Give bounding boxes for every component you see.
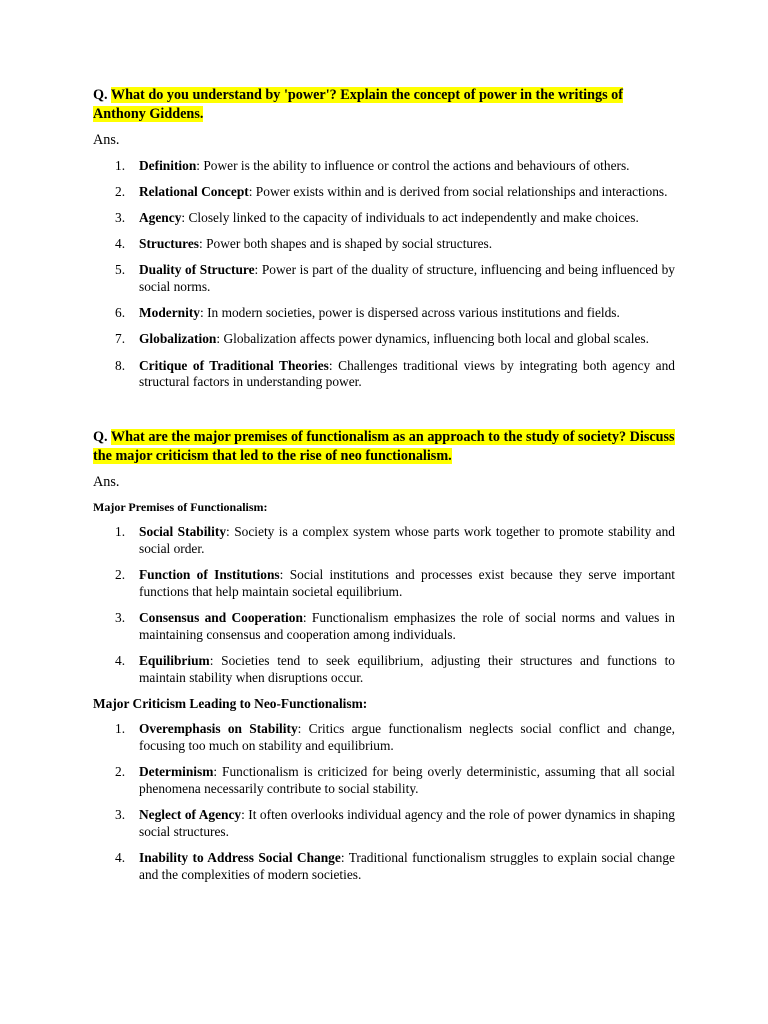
item-term: Structures (139, 236, 200, 252)
question-text: What are the major premises of functionalism as an approach to the study of society? Discuss the major criticism that led to the rise of neo functionalism. (93, 429, 675, 464)
list-item (93, 524, 675, 558)
item-term: Agency (139, 210, 182, 226)
item-desc: : Power both shapes and is shaped by social structures. (199, 236, 493, 252)
item-desc: : Social institutions and processes exist because they serve important functions that help maintain societal equilibrium. (139, 567, 675, 600)
list-item (93, 807, 675, 841)
item-term: Critique of Traditional Theories (139, 357, 329, 373)
item-desc: : Power exists within and is derived from social relationships and interactions. (248, 184, 668, 200)
item-number: 4. (115, 850, 126, 866)
item-number: 7. (115, 331, 126, 347)
item-term: Function of Institutions (139, 567, 280, 583)
criticism-list (93, 721, 675, 884)
item-desc: : Traditional functionalism struggles to explain social change and the complexities of modern societies. (139, 850, 675, 883)
item-term: Equilibrium (139, 653, 210, 669)
item-desc: : It often overlooks individual agency and the role of power dynamics in shaping social structures. (139, 807, 675, 840)
item-number: 8. (115, 357, 126, 373)
item-desc: : Critics argue functionalism neglects social conflict and change, focusing too much on stability and equilibrium. (139, 721, 675, 754)
item-desc: : Globalization affects power dynamics, influencing both local and global scales. (216, 331, 649, 347)
item-term: Consensus and Cooperation (139, 610, 303, 626)
item-number: 6. (115, 305, 126, 321)
item-term: Neglect of Agency (139, 807, 242, 823)
item-desc: : Societies tend to seek equilibrium, adjusting their structures and functions to maintain stability when disruptions occur. (139, 653, 675, 686)
item-term: Globalization (139, 331, 217, 347)
item-desc: : Power is part of the duality of structure, influencing and being influenced by social norms. (139, 262, 675, 295)
list-item (93, 653, 675, 687)
item-number: 4. (115, 236, 126, 252)
item-number: 2. (115, 184, 126, 200)
list-item (93, 850, 675, 884)
item-term: Duality of Structure (139, 262, 255, 278)
item-number: 1. (115, 721, 126, 737)
list-item (93, 158, 675, 175)
list-item (93, 262, 675, 296)
item-term: Inability to Address Social Change (139, 850, 341, 866)
item-number: 3. (115, 210, 126, 226)
question-prefix: Q. (93, 429, 111, 446)
item-desc: : Society is a complex system whose parts work together to promote stability and social order. (139, 524, 675, 557)
item-term: Definition (139, 158, 197, 173)
list-item (93, 764, 675, 798)
item-desc: : Functionalism emphasizes the role of social norms and values in maintaining consensus and cooperation among individuals. (139, 610, 676, 643)
premises-list (93, 524, 675, 687)
item-desc: : Power is the ability to influence or control the actions and behaviours of others. (196, 158, 630, 173)
item-desc: : Closely linked to the capacity of individuals to act independently and make choices. (181, 210, 639, 226)
item-desc: : In modern societies, power is dispersed across various institutions and fields. (200, 305, 620, 321)
premises-heading: Major Premises of Functionalism: (93, 500, 268, 515)
document-page (93, 86, 675, 893)
item-number: 4. (115, 653, 126, 669)
list-item (93, 210, 675, 227)
item-term: Relational Concept (139, 184, 249, 200)
item-desc: : Challenges traditional views by integrating both agency and structural factors in understanding power. (139, 357, 676, 390)
item-term: Social Stability (139, 524, 227, 540)
item-number: 1. (115, 158, 126, 173)
question-text: What do you understand by 'power'? Explain the concept of power in the writings of Anthony Giddens. (93, 87, 623, 122)
item-term: Overemphasis on Stability (139, 721, 298, 737)
item-number: 3. (115, 807, 126, 823)
question-2 (93, 428, 675, 465)
list-item (93, 567, 675, 601)
item-desc: : Functionalism is criticized for being overly deterministic, assuming that all social phenomena necessarily contribute to social stability. (139, 764, 675, 797)
question-1 (93, 86, 675, 123)
item-number: 2. (115, 567, 126, 583)
list-item (93, 184, 675, 201)
list-item (93, 236, 675, 253)
answer-label: Ans. (93, 474, 120, 491)
item-term: Modernity (139, 305, 200, 321)
item-term: Determinism (139, 764, 214, 780)
list-item (93, 331, 675, 348)
list-item (93, 358, 675, 392)
answer-list (93, 158, 675, 391)
item-number: 2. (115, 764, 126, 780)
item-number: 1. (115, 524, 126, 540)
list-item (93, 305, 675, 322)
list-item (93, 721, 675, 755)
question-prefix: Q. (93, 87, 111, 103)
answer-label: Ans. (93, 132, 120, 148)
item-number: 3. (115, 610, 126, 626)
list-item (93, 610, 675, 644)
item-number: 5. (115, 262, 126, 278)
criticism-heading: Major Criticism Leading to Neo-Functionalism: (93, 696, 368, 712)
